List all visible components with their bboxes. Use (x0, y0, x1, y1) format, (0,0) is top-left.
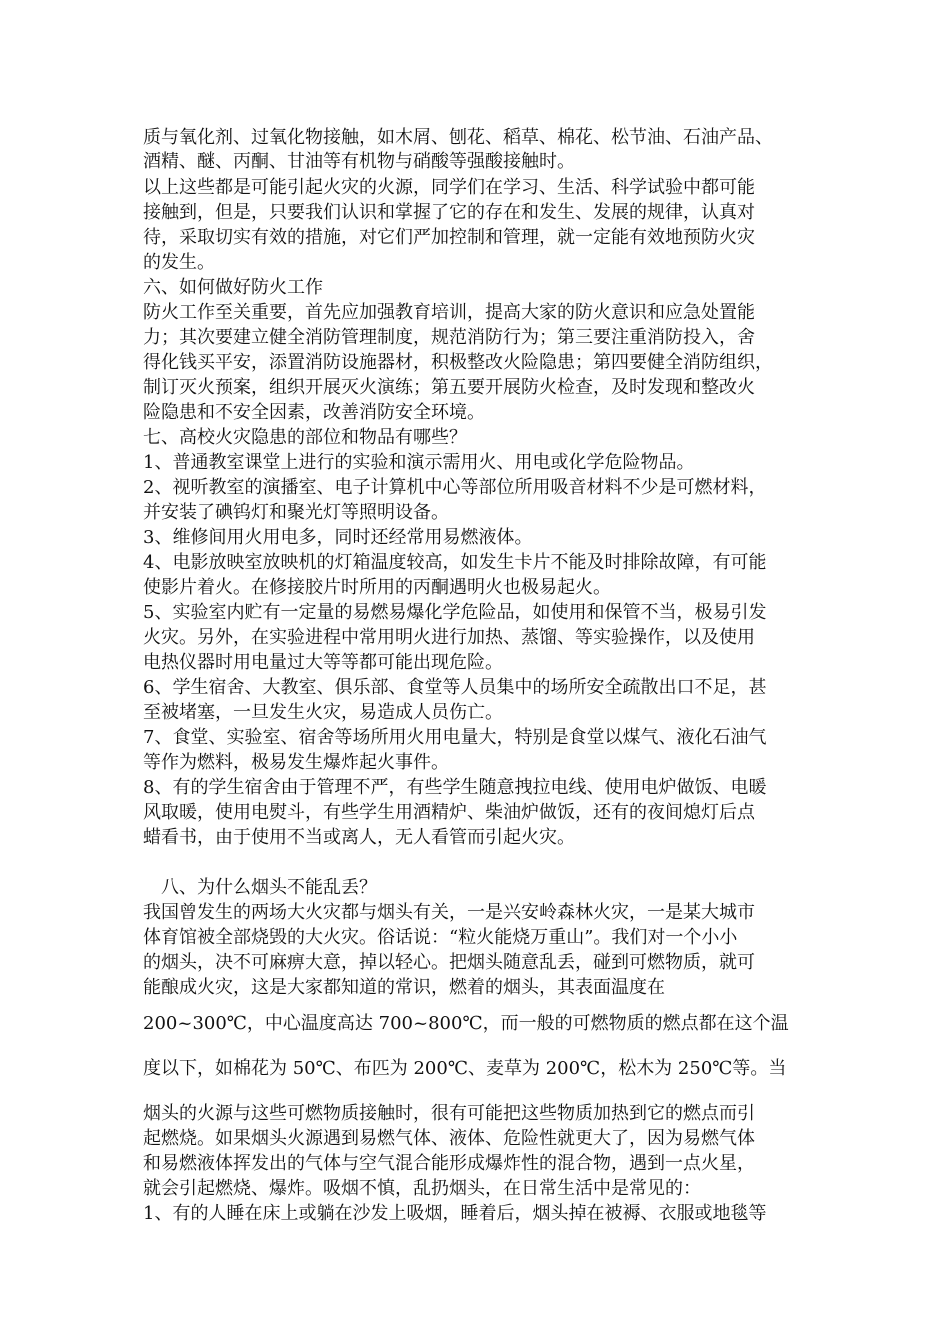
list-item: 2、视听教室的演播室、电子计算机中心等部位所用吸音材料不少是可燃材料， (143, 477, 767, 498)
list-item: 4、电影放映室放映机的灯箱温度较高，如发生卡片不能及时排除故障，有可能 (143, 552, 767, 573)
text-line: 力；其次要建立健全消防管理制度，规范消防行为；第三要注重消防投入，舍 (143, 327, 755, 348)
text-line: 风取暖，使用电熨斗，有些学生用酒精炉、柴油炉做饭，还有的夜间熄灯后点 (143, 802, 755, 823)
section-heading: 八、为什么烟头不能乱丢？ (143, 877, 377, 898)
list-item: 5、实验室内贮有一定量的易燃易爆化学危险品，如使用和保管不当，极易引发 (143, 602, 767, 623)
text-line: 度以下，如棉花为 50℃、布匹为 200℃、麦草为 200℃，松木为 250℃等。当 (143, 1058, 787, 1079)
text-line: 烟头的火源与这些可燃物质接触时，很有可能把这些物质加热到它的燃点而引 (143, 1103, 755, 1124)
text-line: 火灾。另外，在实验进程中常用明火进行加热、蒸馏、等实验操作，以及使用 (143, 627, 755, 648)
text-line: 至被堵塞，一旦发生火灾，易造成人员伤亡。 (143, 702, 503, 723)
text-line: 能酿成火灾，这是大家都知道的常识，燃着的烟头，其表面温度在 (143, 977, 665, 998)
text-line: 得化钱买平安，添置消防设施器材，积极整改火险隐患；第四要健全消防组织， (143, 352, 773, 373)
text-line: 电热仪器时用电量过大等等都可能出现危险。 (143, 652, 503, 673)
text-line: 以上这些都是可能引起火灾的火源，同学们在学习、生活、科学试验中都可能 (143, 177, 755, 198)
text-line: 险隐患和不安全因素，改善消防安全环境。 (143, 402, 485, 423)
text-line: 使影片着火。在修接胶片时所用的丙酮遇明火也极易起火。 (143, 577, 611, 598)
section-heading: 七、高校火灾隐患的部位和物品有哪些？ (143, 427, 467, 448)
text-line: 体育馆被全部烧毁的大火灾。俗话说：“粒火能烧万重山”。我们对一个小小 (143, 927, 738, 948)
text-line: 制订灭火预案，组织开展灭火演练；第五要开展防火检查，及时发现和整改火 (143, 377, 755, 398)
list-item: 6、学生宿舍、大教室、俱乐部、食堂等人员集中的场所安全疏散出口不足，甚 (143, 677, 767, 698)
list-item: 1、有的人睡在床上或躺在沙发上吸烟，睡着后，烟头掉在被褥、衣服或地毯等 (143, 1203, 767, 1224)
text-line: 并安装了碘钨灯和聚光灯等照明设备。 (143, 502, 449, 523)
section-heading: 六、如何做好防火工作 (143, 277, 323, 298)
text-line: 等作为燃料，极易发生爆炸起火事件。 (143, 752, 449, 773)
text-line: 就会引起燃烧、爆炸。吸烟不慎，乱扔烟头，在日常生活中是常见的： (143, 1178, 701, 1199)
text-line: 接触到，但是，只要我们认识和掌握了它的存在和发生、发展的规律，认真对 (143, 202, 755, 223)
text-line: 质与氧化剂、过氧化物接触，如木屑、刨花、稻草、棉花、松节油、石油产品、 (143, 127, 773, 148)
text-line: 起燃烧。如果烟头火源遇到易燃气体、液体、危险性就更大了，因为易燃气体 (143, 1128, 755, 1149)
list-item: 3、维修间用火用电多，同时还经常用易燃液体。 (143, 527, 533, 548)
list-item: 8、有的学生宿舍由于管理不严，有些学生随意拽拉电线、使用电炉做饭、电暖 (143, 777, 767, 798)
list-item: 1、普通教室课堂上进行的实验和演示需用火、用电或化学危险物品。 (143, 452, 695, 473)
text-line: 200~300℃，中心温度高达 700~800℃，而一般的可燃物质的燃点都在这个温 (143, 1013, 789, 1034)
text-line: 防火工作至关重要，首先应加强教育培训，提高大家的防火意识和应急处置能 (143, 302, 755, 323)
text-line: 蜡看书，由于使用不当或离人，无人看管而引起火灾。 (143, 827, 575, 848)
text-line: 和易燃液体挥发出的气体与空气混合能形成爆炸性的混合物，遇到一点火星， (143, 1153, 755, 1174)
text-line: 酒精、醚、丙酮、甘油等有机物与硝酸等强酸接触时。 (143, 151, 575, 172)
text-line: 我国曾发生的两场大火灾都与烟头有关，一是兴安岭森林火灾，一是某大城市 (143, 902, 755, 923)
text-line: 待，采取切实有效的措施，对它们严加控制和管理，就一定能有效地预防火灾 (143, 227, 755, 248)
list-item: 7、食堂、实验室、宿舍等场所用火用电量大，特别是食堂以煤气、液化石油气 (143, 727, 767, 748)
text-line: 的烟头，决不可麻痹大意，掉以轻心。把烟头随意乱丢，碰到可燃物质，就可 (143, 952, 755, 973)
text-line: 的发生。 (143, 252, 215, 273)
